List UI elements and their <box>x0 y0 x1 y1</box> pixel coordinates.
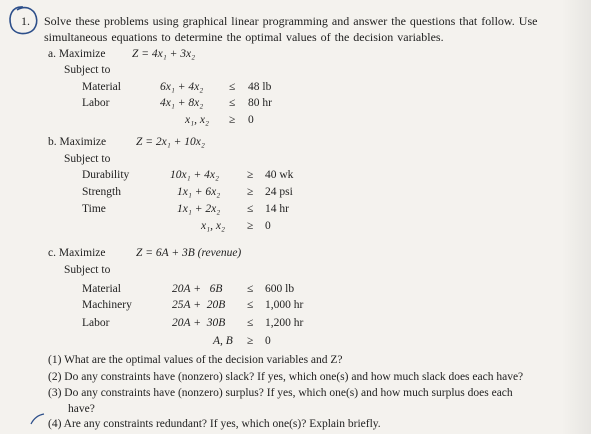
part-b-constraint-op: ≤ <box>247 203 254 215</box>
question-4: (4) Are any constraints redundant? If yes, which one(s)? Explain briefly. <box>48 418 381 430</box>
part-a-nonneg-lhs: x₁, x₂ <box>185 114 209 126</box>
part-a-nonneg-rhs: 0 <box>248 114 254 126</box>
page-edge-shadow <box>561 0 591 434</box>
part-a-subject-to: Subject to <box>64 64 111 76</box>
part-b-constraint-op: ≥ <box>247 186 254 198</box>
part-b-constraint-name: Durability <box>82 169 130 181</box>
part-b-nonneg-rhs: 0 <box>265 220 271 232</box>
part-b-subject-to: Subject to <box>64 153 111 165</box>
part-c-constraint-lhs: 20A + 30B <box>172 317 226 329</box>
part-c-constraint-rhs: 600 lb <box>265 283 295 295</box>
part-b-constraint-lhs: 1x₁ + 6x₂ <box>177 186 221 198</box>
part-c-constraint-rhs: 1,200 hr <box>265 317 304 329</box>
question-3-continued: have? <box>68 403 95 415</box>
part-c-nonneg-lhs: A, B <box>213 335 233 347</box>
pen-check-mark <box>30 412 48 426</box>
part-a-objective: Z = 4x₁ + 3x₂ <box>132 48 196 60</box>
part-c-constraint-op: ≤ <box>247 283 254 295</box>
part-b-nonneg-op: ≥ <box>247 220 254 232</box>
part-c-label: c. Maximize <box>48 247 106 259</box>
part-c-constraint-name: Machinery <box>82 299 132 311</box>
part-c-constraint-op: ≤ <box>247 317 254 329</box>
part-b-constraint-rhs: 40 wk <box>265 169 294 181</box>
part-c-nonneg-op: ≥ <box>247 335 254 347</box>
part-b-objective: Z = 2x₁ + 10x₂ <box>136 136 205 148</box>
question-2: (2) Do any constraints have (nonzero) slack? If yes, which one(s) and how much slack does each have? <box>48 371 524 383</box>
part-b-constraint-op: ≥ <box>247 169 254 181</box>
part-b-nonneg-lhs: x₁, x₂ <box>201 220 225 232</box>
part-b-constraint-name: Time <box>82 203 106 215</box>
question-1: (1) What are the optimal values of the decision variables and Z? <box>48 354 343 366</box>
part-c-constraint-lhs: 20A + 6B <box>172 283 223 295</box>
problem-intro-line1: Solve these problems using graphical linear programming and answer the questions that follow. Use <box>44 14 538 28</box>
part-a-constraint-op: ≤ <box>229 97 236 109</box>
part-b-constraint-name: Strength <box>82 186 121 198</box>
part-c-subject-to: Subject to <box>64 264 111 276</box>
part-c-objective: Z = 6A + 3B (revenue) <box>136 247 242 259</box>
part-a-constraint-lhs: 4x₁ + 8x₂ <box>160 97 204 109</box>
part-c-constraint-op: ≤ <box>247 299 254 311</box>
question-3: (3) Do any constraints have (nonzero) surplus? If yes, which one(s) and how much surplus does each <box>48 387 513 399</box>
part-c-constraint-rhs: 1,000 hr <box>265 299 304 311</box>
part-a-constraint-rhs: 48 lb <box>248 81 272 93</box>
part-b-constraint-rhs: 24 psi <box>265 186 293 198</box>
part-a-nonneg-op: ≥ <box>229 114 236 126</box>
part-c-constraint-name: Labor <box>82 317 110 329</box>
part-c-constraint-lhs: 25A + 20B <box>172 299 226 311</box>
part-b-label: b. Maximize <box>48 136 107 148</box>
problem-intro-line2: simultaneous equations to determine the optimal values of the decision variables. <box>44 30 444 44</box>
part-a-constraint-name: Material <box>82 81 121 93</box>
part-a-label: a. Maximize <box>48 48 106 60</box>
part-a-constraint-rhs: 80 hr <box>248 97 272 109</box>
part-a-constraint-lhs: 6x₁ + 4x₂ <box>160 81 204 93</box>
part-a-constraint-name: Labor <box>82 97 110 109</box>
part-c-nonneg-rhs: 0 <box>265 335 271 347</box>
part-b-constraint-rhs: 14 hr <box>265 203 289 215</box>
part-a-constraint-op: ≤ <box>229 81 236 93</box>
part-b-constraint-lhs: 1x₁ + 2x₂ <box>177 203 221 215</box>
problem-number: 1. <box>21 14 30 28</box>
part-b-constraint-lhs: 10x₁ + 4x₂ <box>170 169 219 181</box>
part-c-constraint-name: Material <box>82 283 121 295</box>
